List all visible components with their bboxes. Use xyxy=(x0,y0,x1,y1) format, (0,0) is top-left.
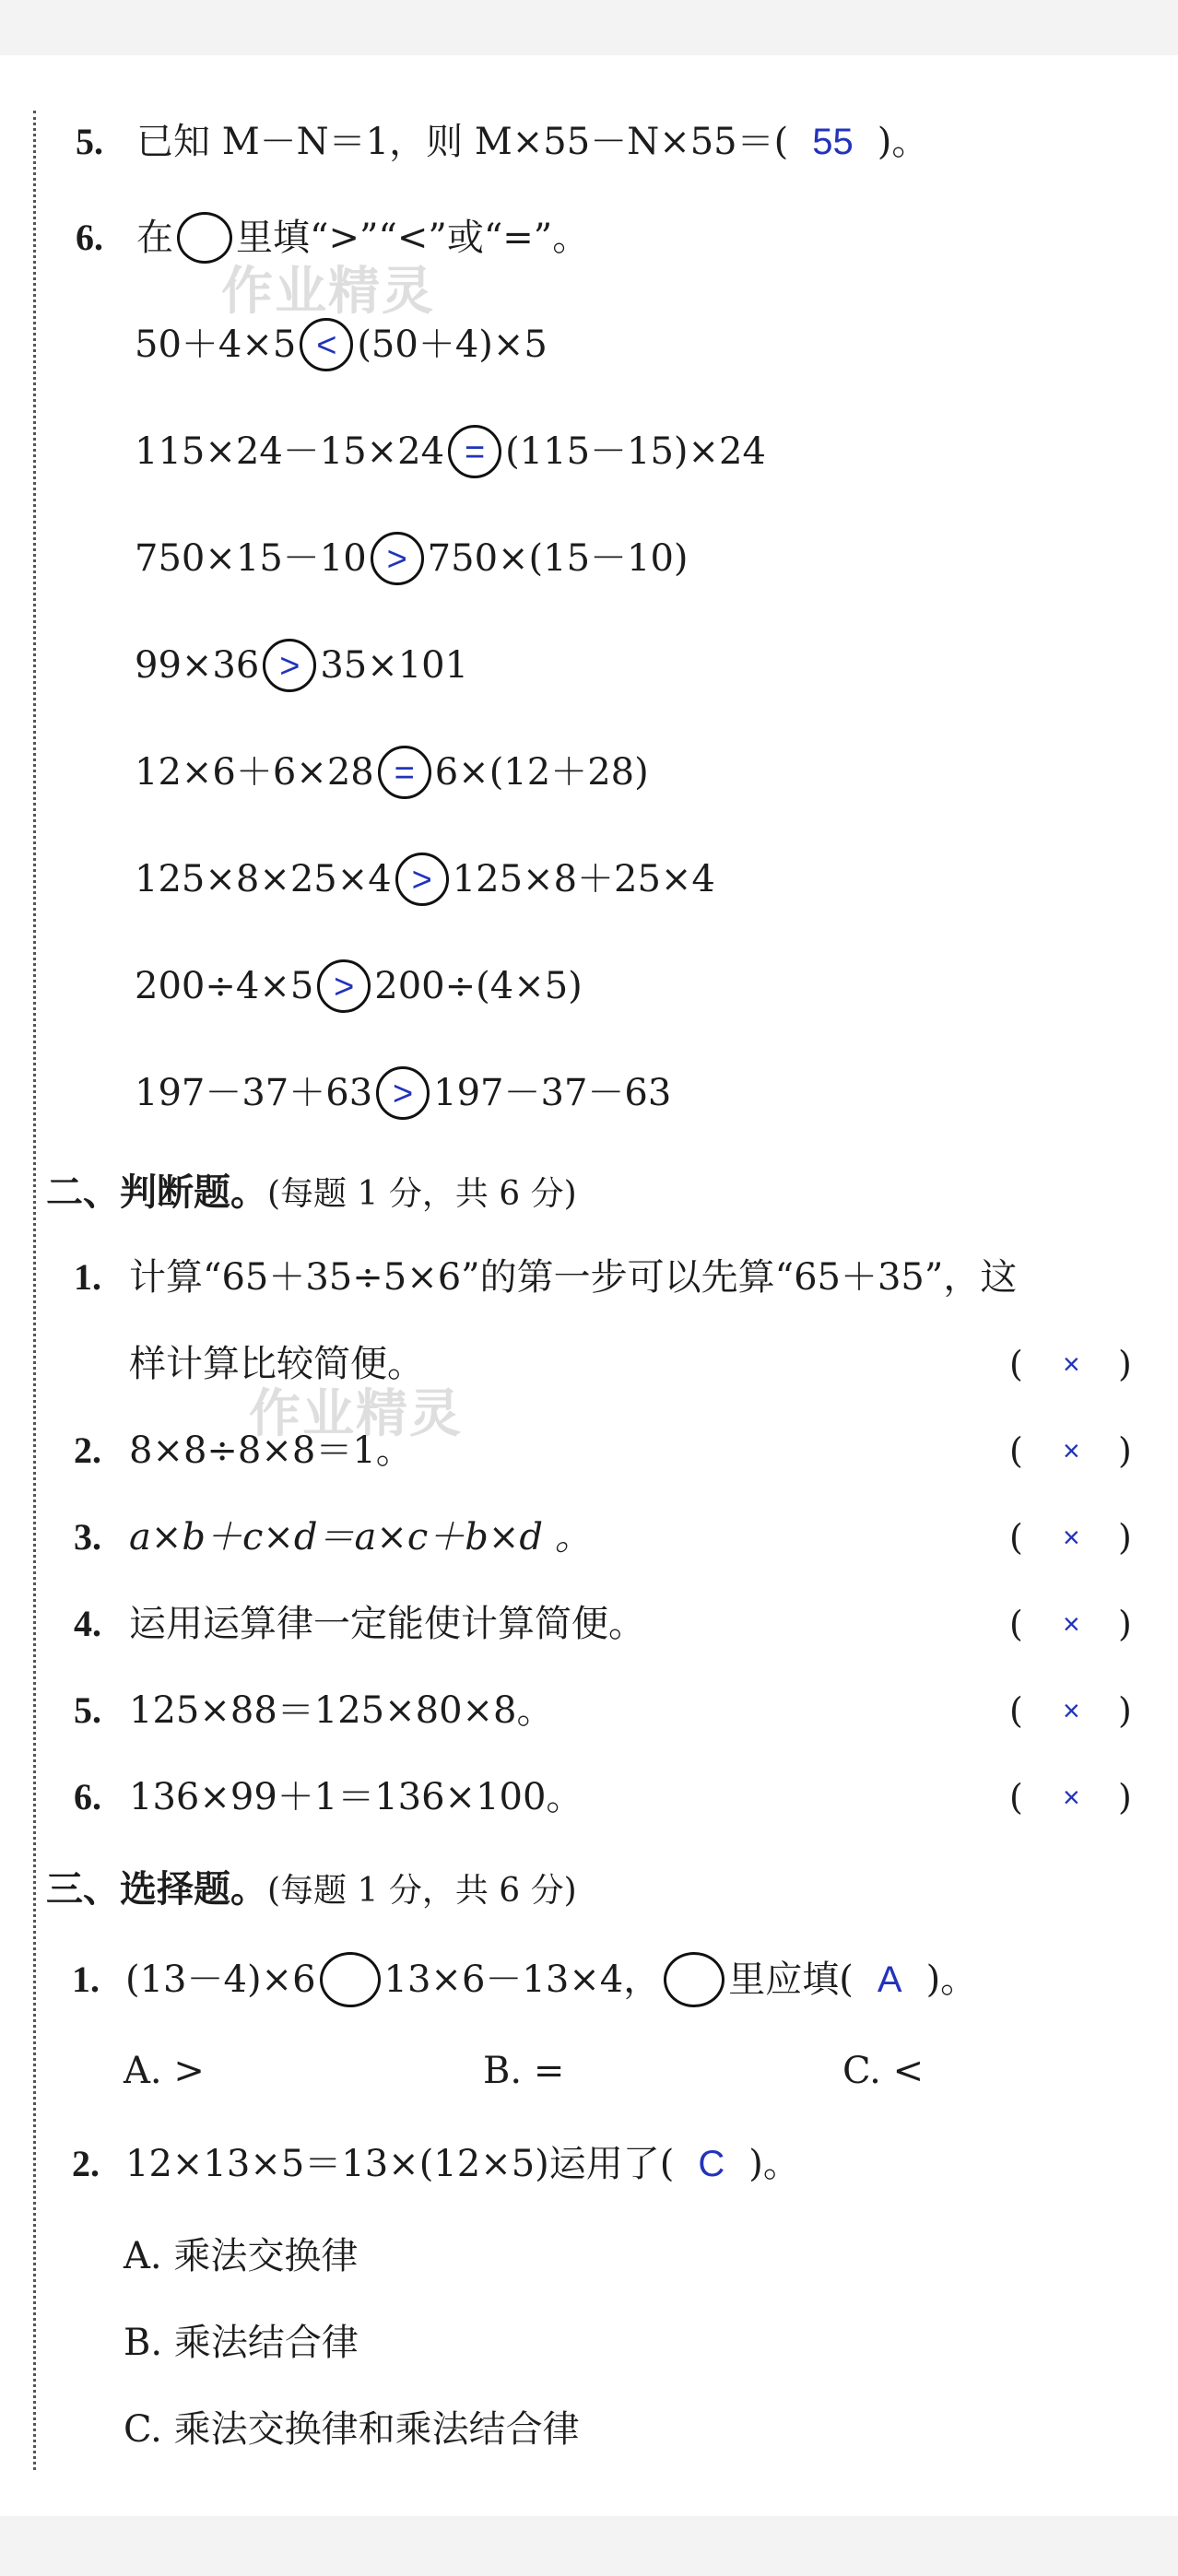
answer-blank[interactable]: A xyxy=(877,1959,902,2000)
compare-answer-circle[interactable]: > xyxy=(317,959,371,1013)
answer-blank[interactable]: C xyxy=(698,2144,725,2184)
compare-answer-circle[interactable]: > xyxy=(263,639,316,692)
compare-answer-circle[interactable]: > xyxy=(371,532,424,585)
watermark: 作业精灵 xyxy=(249,1384,463,1444)
compare-answer-circle[interactable]: > xyxy=(395,853,449,906)
option-b[interactable]: B. = xyxy=(483,2050,565,2092)
answer-paren[interactable]: ( × ) xyxy=(1009,1344,1132,1384)
circle-placeholder xyxy=(664,1952,724,2007)
option-c[interactable]: C. 乘法交换律和乘法结合律 xyxy=(124,2408,580,2451)
option-c[interactable]: C. < xyxy=(842,2050,925,2092)
circle-placeholder xyxy=(177,212,232,264)
answer-paren[interactable]: ( × ) xyxy=(1009,1430,1132,1471)
compare-answer-circle[interactable]: = xyxy=(448,425,501,478)
top-band xyxy=(0,0,1178,55)
option-a[interactable]: A. > xyxy=(124,2050,205,2092)
answer-paren[interactable]: ( × ) xyxy=(1009,1690,1132,1731)
margin-dotted-line xyxy=(33,111,36,2470)
compare-answer-circle[interactable]: = xyxy=(378,746,431,799)
section-heading: 三、选择题。(每题 1 分，共 6 分) xyxy=(46,1867,577,1911)
answer-paren[interactable]: ( × ) xyxy=(1009,1777,1132,1817)
answer-paren[interactable]: ( × ) xyxy=(1009,1517,1132,1558)
watermark: 作业精灵 xyxy=(221,262,435,322)
section-heading: 二、判断题。(每题 1 分，共 6 分) xyxy=(46,1170,577,1214)
compare-answer-circle[interactable]: < xyxy=(300,318,353,371)
compare-answer-circle[interactable]: > xyxy=(376,1066,430,1120)
option-a[interactable]: A. 乘法交换律 xyxy=(124,2235,359,2277)
answer-blank[interactable]: 55 xyxy=(812,122,854,162)
answer-paren[interactable]: ( × ) xyxy=(1009,1604,1132,1644)
option-b[interactable]: B. 乘法结合律 xyxy=(124,2322,359,2364)
bottom-band xyxy=(0,2516,1178,2576)
circle-placeholder xyxy=(320,1952,381,2007)
